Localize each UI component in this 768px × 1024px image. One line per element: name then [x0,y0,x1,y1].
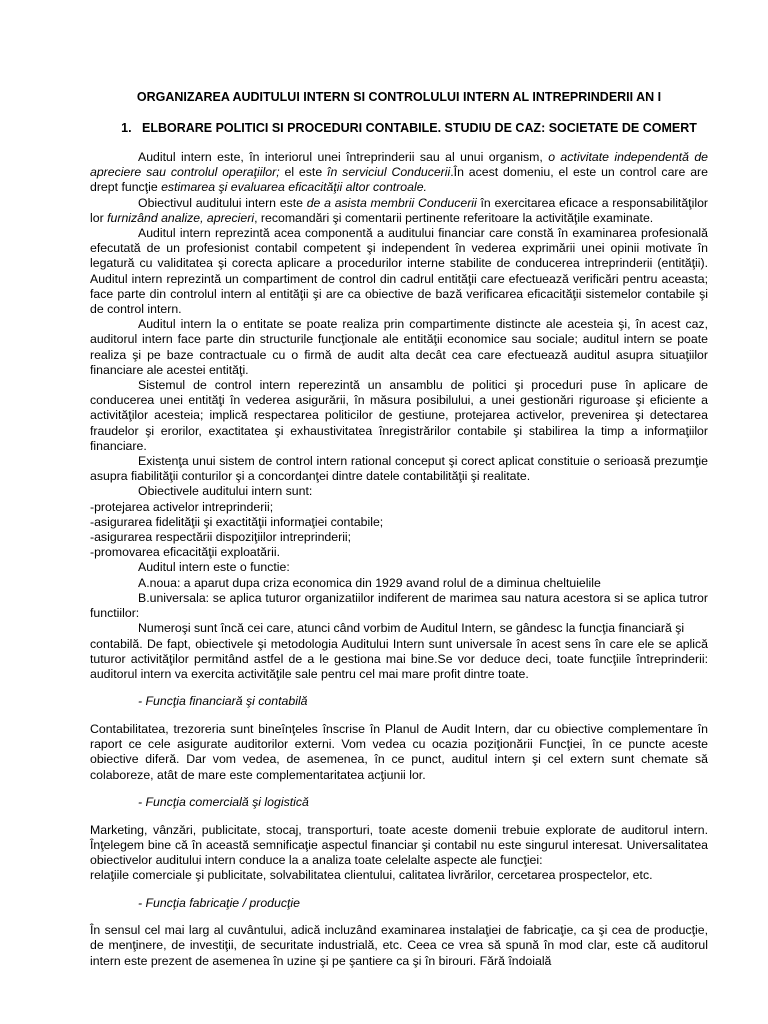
document-body [90,150,708,969]
paragraph: Auditul intern la o entitate se poate realiza prin compartimente distincte ale acesteia şi, în acest caz, auditorul intern face parte din structurile funcţionale ale entităţii economice sau sociale; auditul intern se poate realiza şi pe baze contractuale cu o firmă de audit alta decât cea care efectuează auditul asupra situaţiilor financiare ale acestei entităţi. [90,317,708,377]
paragraph: Auditul intern reprezintă acea componentă a auditului financiar care constă în examinarea profesională efecutată de un profesionist contabil competent şi independent în vederea exprimării unei opinii motivate în legatură cu validitatea şi corecta aplicare a procedurilor interne stabilite de conducerea intreprinderii (entităţii). Auditul intern reprezintă un compartiment de control din cadrul entităţii care efectuează verificări pentru aceasta; face parte din controlul intern al entităţii şi are ca obiective de bază verificarea eficacităţii sistemelor contabile şi de control intern. [90,226,708,317]
subheading-commercial: - Funcţia comercială şi logistică [138,795,309,810]
document-title: ORGANIZAREA AUDITULUI INTERN SI CONTROLULUI INTERN AL INTREPRINDERII AN I [136,90,662,104]
paragraph: Contabilitatea, trezoreria sunt bineînţeles înscrise în Planul de Audit Intern, dar cu obiective complementare în raport ce cele asigurate auditorilor externi. Vom vedea cu ocazia poziţionării Funcţiei, în ce puncte aceste obiective diferă. Dar vom vedea, de asemenea, în ce punct, auditul intern şi cel extern sunt chemate să colaboreze, atât de mare este complementaritatea acţiunii lor. [90,721,708,782]
section-title: ELBORARE POLITICI SI PROCEDURI CONTABILE. STUDIU DE CAZ: SOCIETATE DE COMERT [141,121,697,135]
paragraph: A.noua: a aparut dupa criza economica din 1929 avand rolul de a diminua cheltuielile [138,575,601,590]
text-run: .În acest domeniu, el este un control care are drept funcţie [90,165,708,195]
subheading-financial: - Funcţia financiară şi contabilă [138,694,308,709]
text-run-italic: o activitate independentă de apreciere sau controlul operaţiilor; [90,150,708,180]
text-run-italic: în serviciul Conducerii [327,165,451,180]
section-heading [110,121,708,136]
subheading-production: - Funcţia fabricaţie / producţie [138,895,300,910]
paragraph: relaţiile comerciale şi publicitate, solvabilitatea clientului, calitatea livrărilor, cercetarea prospectelor, etc. [90,868,653,883]
text-run: Obiectivul auditului intern este [138,195,307,210]
paragraph-objective [90,196,708,226]
text-run: Auditul intern este, în interiorul unei întreprinderii sau al unui organism, [138,150,549,164]
paragraph: Existenţa unui sistem de control intern rational conceput şi corect aplicat constituie o serioasă prezumţie asupra fiabilităţii conturilor şi a concordanţei dintre datele contabilităţii şi realitate. [90,454,708,484]
list-item: -asigurarea fidelităţii şi exactităţii informaţiei contabile; [90,514,384,529]
paragraph: Sistemul de control intern reperezintă un ansamblu de politici şi proceduri puse în aplicare de conducerea unei entităţi în vederea asigurării, în măsura posibilului, a unei gestionări riguroase şi eficiente a activităţilor acesteia; implică respectarea politicilor de gestiune, protejarea activelor, prevenirea şi detectarea fraudelor şi erorilor, exactitatea şi exhaustivitatea înregistrărilor contabile şi stabilirea la timp a informaţiilor financiare. [90,378,708,453]
paragraph: Numeroşi sunt încă cei care, atunci când vorbim de Auditul Intern, se gândesc la funcţia financiară şi [138,621,685,636]
text-run-italic: estimarea şi evaluarea eficacităţii altor controale. [161,180,427,195]
paragraph: Obiectivele auditului intern sunt: [138,484,313,499]
paragraph-definition [90,150,708,196]
text-run-italic: de a asista membrii Conducerii [306,195,477,210]
text-run: el este [279,165,328,180]
paragraph: Auditul intern este o functie: [138,560,290,575]
list-item: -promovarea eficacităţii exploatării. [90,545,281,560]
list-item: -protejarea activelor intreprinderii; [90,499,274,514]
text-run: , recomandări şi comentarii pertinente referitoare la activităţile examinate. [254,210,654,225]
text-run: în exercitarea eficace a responsabilităţilor lor [90,195,708,225]
paragraph: B.universala: se aplica tuturor organizatiilor indiferent de marimea sau natura acestora si se aplica tutror functiilor: [90,590,708,621]
paragraph: În sensul cel mai larg al cuvântului, adică incluzând examinarea instalaţiei de fabricaţie, ca şi cea de producţie, de menţinere, de investiţii, de securitate industrială, etc. Ceea ce vrea să spună în mod clar, este că auditorul intern este prezent de asemenea în uzine şi pe şantiere ca şi în birouri. Fără îndoială [90,923,708,968]
text-run-italic: furnizând analize, aprecieri [107,210,255,225]
paragraph: contabilă. De fapt, obiectivele şi metodologia Auditului Intern sunt universale în acest sens în care ele se aplică tuturor activităţilor permitând astfel de a le gestiona mai bine.Se vor deduce deci, toate funcţiile întreprinderii: auditorul intern va exercita activităţile sale pentru cel mai mare profit dintre toate. [90,636,708,681]
paragraph: Marketing, vânzări, publicitate, stocaj, transporturi, toate aceste domenii trebuie explorate de auditorul intern. Înţelegem bine că în această semnificaţie aspectul financiar şi contabil nu este singurul interesat. Universalitatea obiectivelor auditului intern conduce la a analiza toate celelalte aspecte ale funcţiei: [90,822,708,867]
list-item: -asigurarea respectării dispoziţiilor intreprinderii; [90,530,352,545]
section-number: 1. [121,121,132,135]
